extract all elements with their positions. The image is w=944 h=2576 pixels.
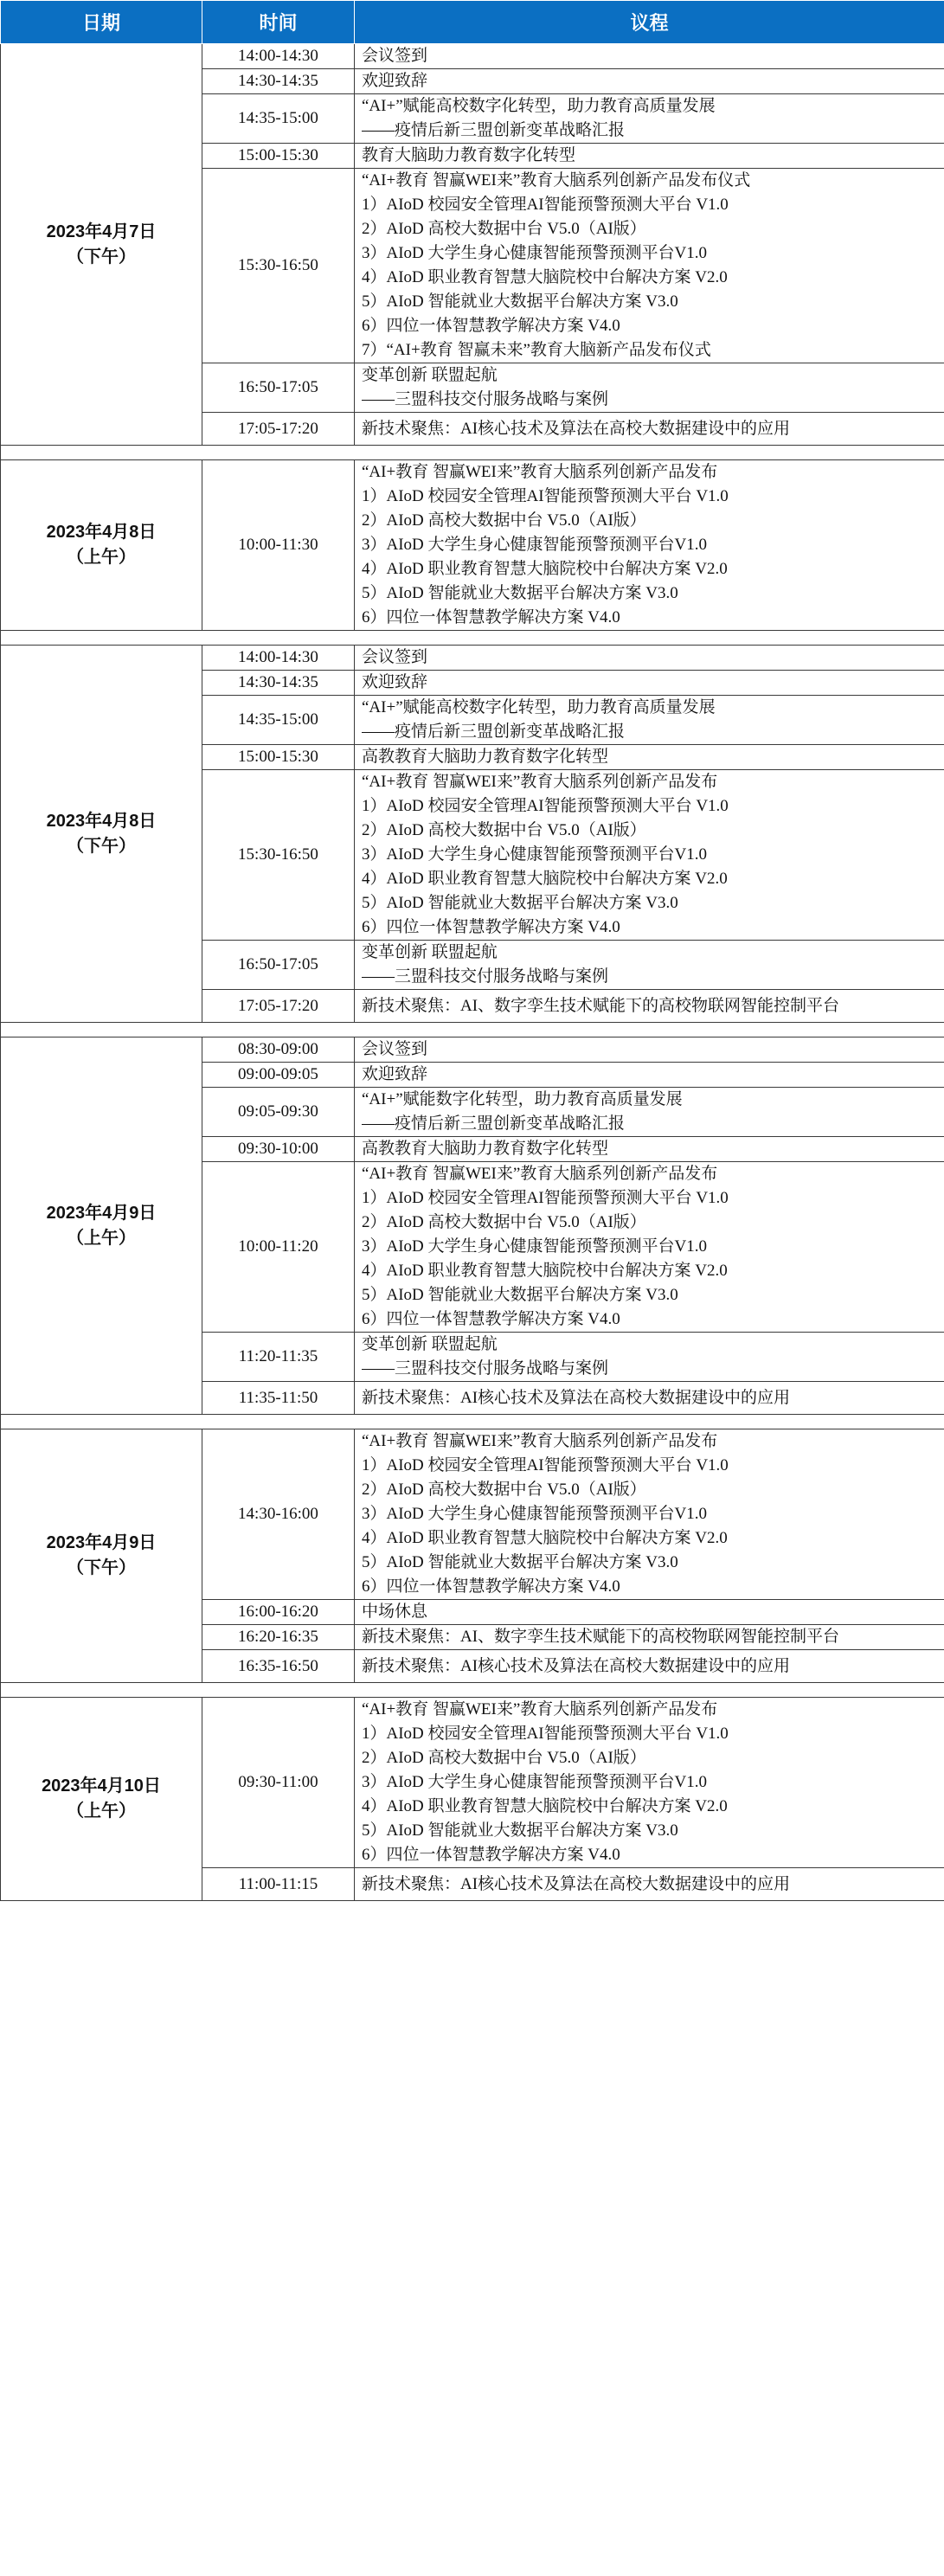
- agenda-item-line: ——疫情后新三盟创新变革战略汇报: [362, 1115, 626, 1133]
- agenda-item-line: 2）AIoD 高校大数据中台 V5.0（AI版）: [362, 1481, 646, 1499]
- session-period: （上午）: [67, 548, 136, 567]
- agenda-item-line: 3）AIoD 大学生身心健康智能预警预测平台V1.0: [362, 1237, 707, 1256]
- header-agenda: 议程: [355, 1, 944, 44]
- agenda-item-line: 新技术聚焦：AI核心技术及算法在高校大数据建设中的应用: [362, 1874, 791, 1893]
- agenda-item-line: 3）AIoD 大学生身心健康智能预警预测平台V1.0: [362, 536, 707, 554]
- time-cell: 10:00-11:30: [202, 460, 355, 631]
- agenda-body: [1, 44, 944, 1901]
- session-period: （下午）: [67, 1558, 136, 1577]
- agenda-item-cell: [355, 1429, 944, 1600]
- agenda-item-cell: [355, 1868, 944, 1901]
- agenda-item-line: 6）四位一体智慧教学解决方案 V4.0: [362, 1846, 620, 1864]
- date-cell: [1, 44, 202, 446]
- agenda-item-line: “AI+教育 智赢WEI来”教育大脑系列创新产品发布: [362, 1700, 718, 1718]
- agenda-item-line: 变革创新 联盟起航: [362, 1335, 498, 1353]
- agenda-item-line: ——三盟科技交付服务战略与案例: [362, 1359, 609, 1378]
- agenda-item-cell: [355, 770, 944, 941]
- time-cell: 15:30-16:50: [202, 169, 355, 363]
- agenda-item-line: 5）AIoD 智能就业大数据平台解决方案 V3.0: [362, 1286, 678, 1304]
- agenda-item-line: 4）AIoD 职业教育智慧大脑院校中台解决方案 V2.0: [362, 870, 728, 888]
- agenda-item-line: “AI+”赋能高校数字化转型，助力教育高质量发展: [362, 97, 716, 115]
- agenda-item-cell: [355, 745, 944, 770]
- time-cell: 11:20-11:35: [202, 1333, 355, 1382]
- agenda-item-line: 高教教育大脑助力教育数字化转型: [362, 748, 609, 766]
- agenda-item-cell: [355, 646, 944, 671]
- time-cell: 11:00-11:15: [202, 1868, 355, 1901]
- date-cell: [1, 1037, 202, 1415]
- agenda-item-line: 2）AIoD 高校大数据中台 V5.0（AI版）: [362, 1749, 646, 1767]
- separator-cell: [1, 1023, 944, 1037]
- session-date: 2023年4月9日: [46, 1203, 157, 1223]
- date-cell: [1, 646, 202, 1023]
- agenda-item-cell: [355, 94, 944, 144]
- agenda-item-line: 6）四位一体智慧教学解决方案 V4.0: [362, 1577, 620, 1596]
- agenda-item-line: 2）AIoD 高校大数据中台 V5.0（AI版）: [362, 821, 646, 839]
- agenda-item-line: 3）AIoD 大学生身心健康智能预警预测平台V1.0: [362, 244, 707, 262]
- agenda-item-line: 欢迎致辞: [362, 673, 428, 691]
- agenda-item-cell: [355, 413, 944, 446]
- session-separator: [1, 1683, 944, 1698]
- agenda-item-cell: [355, 69, 944, 94]
- time-cell: 17:05-17:20: [202, 990, 355, 1023]
- agenda-row: [1, 460, 944, 631]
- agenda-item-cell: [355, 1650, 944, 1683]
- session-date: 2023年4月9日: [46, 1533, 157, 1552]
- agenda-item-line: 新技术聚焦：AI、数字孪生技术赋能下的高校物联网智能控制平台: [362, 1628, 840, 1646]
- agenda-item-line: 7）“AI+教育 智赢未来”教育大脑新产品发布仪式: [362, 341, 711, 359]
- agenda-item-line: 5）AIoD 智能就业大数据平台解决方案 V3.0: [362, 584, 678, 602]
- session-separator: [1, 631, 944, 646]
- time-cell: 16:50-17:05: [202, 363, 355, 413]
- agenda-item-line: ——疫情后新三盟创新变革战略汇报: [362, 723, 626, 741]
- separator-cell: [1, 1683, 944, 1698]
- agenda-row: [1, 1429, 944, 1600]
- agenda-item-line: 2）AIoD 高校大数据中台 V5.0（AI版）: [362, 220, 646, 238]
- agenda-item-line: 2）AIoD 高校大数据中台 V5.0（AI版）: [362, 1213, 646, 1231]
- agenda-item-cell: [355, 1382, 944, 1415]
- agenda-item-line: 6）四位一体智慧教学解决方案 V4.0: [362, 918, 620, 936]
- date-cell: [1, 460, 202, 631]
- time-cell: 16:00-16:20: [202, 1600, 355, 1625]
- agenda-item-cell: [355, 696, 944, 745]
- agenda-item-line: 4）AIoD 职业教育智慧大脑院校中台解决方案 V2.0: [362, 268, 728, 286]
- time-cell: 16:20-16:35: [202, 1625, 355, 1650]
- agenda-item-line: 1）AIoD 校园安全管理AI智能预警预测大平台 V1.0: [362, 1189, 729, 1207]
- session-date: 2023年4月8日: [46, 523, 157, 542]
- agenda-item-line: “AI+教育 智赢WEI来”教育大脑系列创新产品发布: [362, 1432, 718, 1450]
- agenda-item-cell: [355, 1063, 944, 1088]
- agenda-item-line: ——三盟科技交付服务战略与案例: [362, 390, 609, 408]
- agenda-row: [1, 646, 944, 671]
- agenda-item-line: ——疫情后新三盟创新变革战略汇报: [362, 121, 626, 139]
- agenda-row: [1, 1698, 944, 1868]
- session-period: （下午）: [67, 836, 136, 856]
- time-cell: 17:05-17:20: [202, 413, 355, 446]
- agenda-row: [1, 1037, 944, 1063]
- time-cell: 08:30-09:00: [202, 1037, 355, 1063]
- agenda-item-line: 3）AIoD 大学生身心健康智能预警预测平台V1.0: [362, 1505, 707, 1523]
- agenda-item-line: 1）AIoD 校园安全管理AI智能预警预测大平台 V1.0: [362, 1456, 729, 1474]
- time-cell: 15:00-15:30: [202, 745, 355, 770]
- agenda-item-cell: [355, 1333, 944, 1382]
- agenda-item-line: 新技术聚焦：AI核心技术及算法在高校大数据建设中的应用: [362, 419, 791, 438]
- agenda-item-line: 会议签到: [362, 648, 428, 666]
- session-separator: [1, 446, 944, 460]
- session-period: （上午）: [67, 1802, 136, 1821]
- agenda-item-line: 6）四位一体智慧教学解决方案 V4.0: [362, 317, 620, 335]
- agenda-item-line: “AI+教育 智赢WEI来”教育大脑系列创新产品发布: [362, 773, 718, 791]
- time-cell: 16:50-17:05: [202, 941, 355, 990]
- agenda-item-line: 3）AIoD 大学生身心健康智能预警预测平台V1.0: [362, 1773, 707, 1791]
- agenda-item-cell: [355, 1137, 944, 1162]
- agenda-item-line: 2）AIoD 高校大数据中台 V5.0（AI版）: [362, 511, 646, 530]
- time-cell: 09:00-09:05: [202, 1063, 355, 1088]
- agenda-item-cell: [355, 460, 944, 631]
- separator-cell: [1, 1415, 944, 1429]
- agenda-item-line: 教育大脑助力教育数字化转型: [362, 146, 576, 164]
- agenda-item-line: 变革创新 联盟起航: [362, 366, 498, 384]
- time-cell: 10:00-11:20: [202, 1162, 355, 1333]
- separator-cell: [1, 631, 944, 646]
- agenda-item-line: 1）AIoD 校园安全管理AI智能预警预测大平台 V1.0: [362, 797, 729, 815]
- agenda-item-line: 高教教育大脑助力教育数字化转型: [362, 1140, 609, 1158]
- agenda-item-cell: [355, 144, 944, 169]
- time-cell: 09:30-10:00: [202, 1137, 355, 1162]
- table-header: [1, 1, 944, 44]
- agenda-item-line: 新技术聚焦：AI核心技术及算法在高校大数据建设中的应用: [362, 1388, 791, 1407]
- separator-cell: [1, 446, 944, 460]
- time-cell: 11:35-11:50: [202, 1382, 355, 1415]
- time-cell: 15:30-16:50: [202, 770, 355, 941]
- time-cell: 14:35-15:00: [202, 94, 355, 144]
- session-separator: [1, 1415, 944, 1429]
- agenda-item-cell: [355, 363, 944, 413]
- agenda-item-cell: [355, 941, 944, 990]
- time-cell: 14:00-14:30: [202, 44, 355, 69]
- agenda-item-line: 4）AIoD 职业教育智慧大脑院校中台解决方案 V2.0: [362, 560, 728, 578]
- agenda-item-line: 4）AIoD 职业教育智慧大脑院校中台解决方案 V2.0: [362, 1262, 728, 1280]
- agenda-item-cell: [355, 990, 944, 1023]
- agenda-item-line: 4）AIoD 职业教育智慧大脑院校中台解决方案 V2.0: [362, 1797, 728, 1815]
- agenda-item-line: 新技术聚焦：AI、数字孪生技术赋能下的高校物联网智能控制平台: [362, 996, 840, 1015]
- agenda-item-cell: [355, 1162, 944, 1333]
- agenda-item-line: 6）四位一体智慧教学解决方案 V4.0: [362, 608, 620, 626]
- agenda-item-line: ——三盟科技交付服务战略与案例: [362, 967, 609, 986]
- agenda-item-line: 1）AIoD 校园安全管理AI智能预警预测大平台 V1.0: [362, 196, 729, 214]
- agenda-item-line: 5）AIoD 智能就业大数据平台解决方案 V3.0: [362, 1553, 678, 1571]
- agenda-item-line: 新技术聚焦：AI核心技术及算法在高校大数据建设中的应用: [362, 1656, 791, 1675]
- agenda-item-line: 3）AIoD 大学生身心健康智能预警预测平台V1.0: [362, 845, 707, 864]
- agenda-item-cell: [355, 169, 944, 363]
- agenda-item-cell: [355, 1600, 944, 1625]
- time-cell: 14:00-14:30: [202, 646, 355, 671]
- header-time: 时间: [202, 1, 355, 44]
- agenda-item-line: 5）AIoD 智能就业大数据平台解决方案 V3.0: [362, 894, 678, 912]
- session-period: （上午）: [67, 1228, 136, 1248]
- time-cell: 14:30-14:35: [202, 69, 355, 94]
- agenda-item-cell: [355, 1625, 944, 1650]
- agenda-item-line: 4）AIoD 职业教育智慧大脑院校中台解决方案 V2.0: [362, 1529, 728, 1547]
- header-row: [1, 1, 944, 44]
- time-cell: 15:00-15:30: [202, 144, 355, 169]
- agenda-item-cell: [355, 1088, 944, 1137]
- agenda-item-cell: [355, 1698, 944, 1868]
- time-cell: 09:30-11:00: [202, 1698, 355, 1868]
- agenda-item-line: 会议签到: [362, 1040, 428, 1058]
- time-cell: 09:05-09:30: [202, 1088, 355, 1137]
- session-separator: [1, 1023, 944, 1037]
- agenda-item-cell: [355, 44, 944, 69]
- time-cell: 14:35-15:00: [202, 696, 355, 745]
- time-cell: 16:35-16:50: [202, 1650, 355, 1683]
- agenda-item-line: 6）四位一体智慧教学解决方案 V4.0: [362, 1310, 620, 1328]
- agenda-row: [1, 44, 944, 69]
- session-date: 2023年4月10日: [42, 1776, 161, 1795]
- agenda-item-cell: [355, 671, 944, 696]
- agenda-item-line: 中场休息: [362, 1603, 428, 1621]
- agenda-item-line: 欢迎致辞: [362, 1065, 428, 1083]
- session-date: 2023年4月7日: [46, 222, 157, 241]
- agenda-item-line: “AI+”赋能高校数字化转型，助力教育高质量发展: [362, 698, 716, 716]
- agenda-item-line: 会议签到: [362, 47, 428, 65]
- session-period: （下午）: [67, 247, 136, 267]
- date-cell: [1, 1429, 202, 1683]
- agenda-item-line: 1）AIoD 校园安全管理AI智能预警预测大平台 V1.0: [362, 487, 729, 505]
- agenda-item-line: “AI+教育 智赢WEI来”教育大脑系列创新产品发布: [362, 1165, 718, 1183]
- agenda-item-line: 变革创新 联盟起航: [362, 943, 498, 961]
- agenda-item-line: 5）AIoD 智能就业大数据平台解决方案 V3.0: [362, 292, 678, 311]
- agenda-item-cell: [355, 1037, 944, 1063]
- time-cell: 14:30-14:35: [202, 671, 355, 696]
- agenda-item-line: “AI+教育 智赢WEI来”教育大脑系列创新产品发布: [362, 463, 718, 481]
- header-date: 日期: [1, 1, 202, 44]
- time-cell: 14:30-16:00: [202, 1429, 355, 1600]
- session-date: 2023年4月8日: [46, 811, 157, 831]
- date-cell: [1, 1698, 202, 1901]
- agenda-item-line: “AI+教育 智赢WEI来”教育大脑系列创新产品发布仪式: [362, 171, 751, 190]
- agenda-item-line: 1）AIoD 校园安全管理AI智能预警预测大平台 V1.0: [362, 1725, 729, 1743]
- agenda-item-line: “AI+”赋能数字化转型，助力教育高质量发展: [362, 1090, 683, 1108]
- agenda-item-line: 5）AIoD 智能就业大数据平台解决方案 V3.0: [362, 1821, 678, 1840]
- agenda-item-line: 欢迎致辞: [362, 72, 428, 90]
